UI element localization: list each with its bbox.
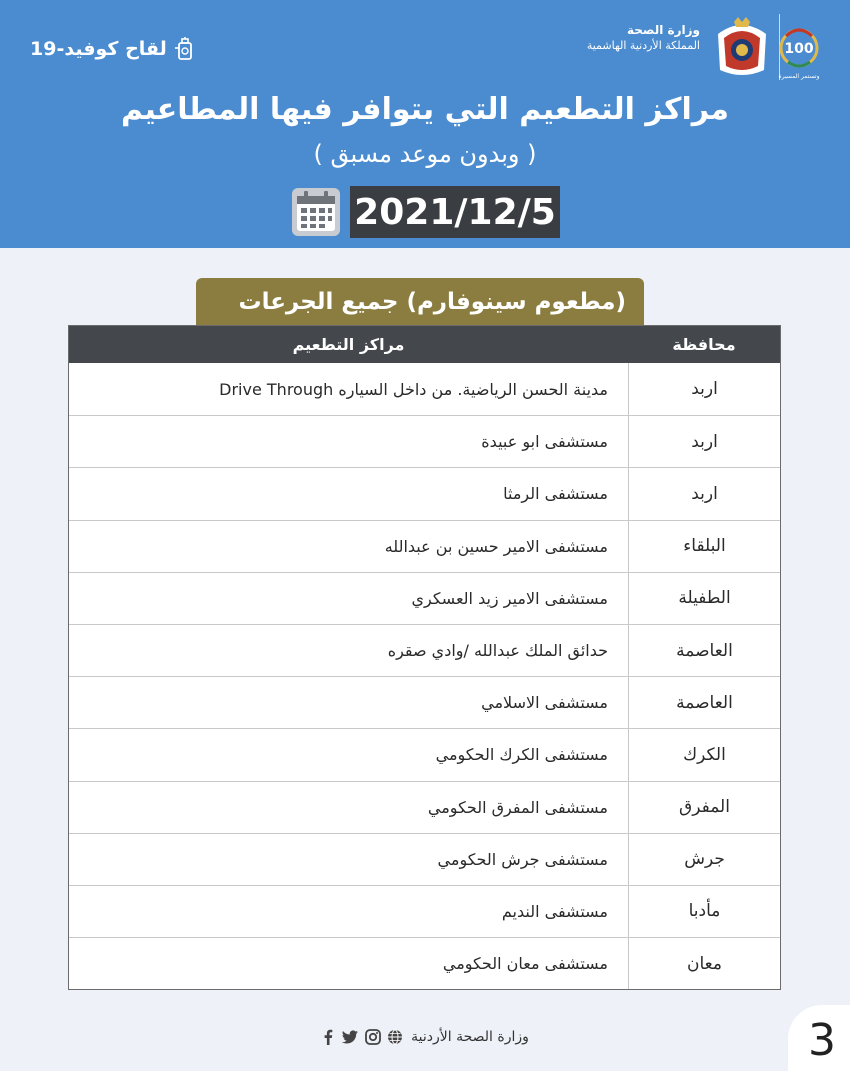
header-banner — [0, 0, 850, 248]
date-badge: 2021/12/5 — [350, 186, 560, 238]
table-row — [69, 781, 780, 833]
centennial-logo — [774, 18, 824, 82]
coat-of-arms-emblem — [714, 14, 770, 80]
governorate-cell: معان — [628, 938, 780, 989]
table-row — [69, 728, 780, 780]
globe-icon[interactable] — [387, 1029, 403, 1045]
table-row — [69, 885, 780, 937]
center-cell: مستشفى معان الحكومي — [442, 954, 608, 974]
table-row — [69, 415, 780, 467]
centennial-number: 100 — [784, 41, 814, 57]
vaccine-label: لقاح كوفيد-19 — [30, 38, 167, 60]
table-row — [69, 520, 780, 572]
header-governorate: محافظة — [672, 335, 736, 354]
centennial-caption: وتستمر المسيرة — [778, 73, 820, 80]
vaccine-type-tab — [196, 278, 644, 326]
page-number: 3 — [808, 1014, 836, 1066]
page-title: مراكز التطعيم التي يتوافر فيها المطاعيم — [121, 92, 729, 127]
page-number-tab — [788, 1005, 850, 1071]
social-icons — [321, 1029, 403, 1045]
governorate-cell: الطفيلة — [628, 573, 780, 624]
table-row — [69, 467, 780, 519]
kingdom-name: المملكة الأردنية الهاشمية — [586, 39, 700, 52]
calendar-icon — [290, 186, 342, 238]
table-body — [69, 363, 780, 989]
governorate-cell: اربد — [628, 416, 780, 467]
footer — [0, 1022, 850, 1052]
table-row — [69, 572, 780, 624]
governorate-cell: البلقاء — [628, 521, 780, 572]
center-cell: مدينة الحسن الرياضية. من داخل السياره Drive Through — [219, 379, 608, 399]
center-cell: مستشفى الاسلامي — [481, 693, 608, 713]
governorate-cell: العاصمة — [628, 677, 780, 728]
center-cell: مستشفى ابو عبيدة — [481, 432, 608, 452]
table-row — [69, 833, 780, 885]
governorate-cell: مأدبا — [628, 886, 780, 937]
governorate-cell: الكرك — [628, 729, 780, 780]
header-center: مراكز التطعيم — [292, 335, 405, 354]
vaccination-centers-table — [68, 325, 781, 990]
footer-ministry-text: وزارة الصحة الأردنية — [411, 1029, 529, 1045]
table-row — [69, 363, 780, 415]
twitter-icon[interactable] — [341, 1029, 359, 1045]
center-cell: مستشفى النديم — [501, 901, 608, 921]
governorate-cell: العاصمة — [628, 625, 780, 676]
governorate-cell: المفرق — [628, 782, 780, 833]
center-cell: مستشفى الرمثا — [503, 484, 608, 504]
center-cell: مستشفى الكرك الحكومي — [435, 745, 608, 765]
vaccine-type-label: (مطعوم سينوفارم) جميع الجرعات — [238, 289, 626, 315]
ministry-name: وزارة الصحة — [626, 23, 700, 37]
center-cell: مستشفى جرش الحكومي — [437, 849, 608, 869]
table-row — [69, 937, 780, 989]
governorate-cell: اربد — [628, 363, 780, 415]
facebook-icon[interactable] — [321, 1029, 335, 1045]
center-cell: مستشفى الامير زيد العسكري — [411, 588, 608, 608]
center-cell: مستشفى الامير حسين بن عبدالله — [384, 536, 608, 556]
governorate-cell: جرش — [628, 834, 780, 885]
table-header — [69, 326, 780, 363]
center-cell: حدائق الملك عبدالله /وادي صقره — [387, 641, 608, 661]
governorate-cell: اربد — [628, 468, 780, 519]
table-row — [69, 676, 780, 728]
vaccine-icon — [173, 36, 197, 62]
page-subtitle: ( وبدون موعد مسبق ) — [313, 140, 537, 168]
ministry-block — [587, 22, 700, 54]
table-row — [69, 624, 780, 676]
vaccine-tag — [30, 36, 197, 62]
instagram-icon[interactable] — [365, 1029, 381, 1045]
center-cell: مستشفى المفرق الحكومي — [427, 797, 608, 817]
